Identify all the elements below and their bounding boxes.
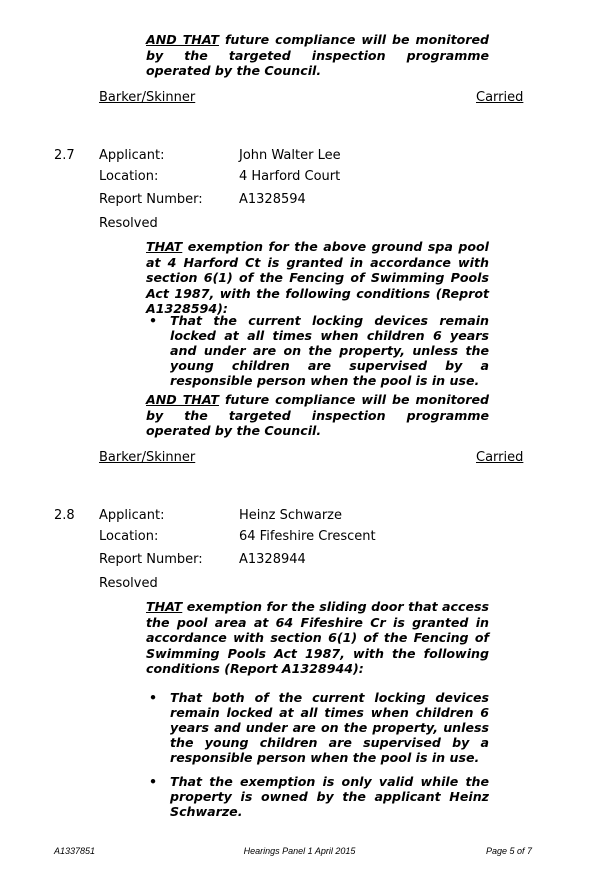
- compliance-lead: AND THAT: [146, 392, 219, 407]
- report-number-value: A1328944: [239, 552, 306, 567]
- applicant-label: Applicant:: [99, 148, 165, 163]
- bullet-icon: •: [149, 313, 158, 328]
- report-number-label: Report Number:: [99, 192, 203, 207]
- motion-result: Carried: [476, 450, 524, 465]
- resolved-label: Resolved: [99, 216, 158, 231]
- compliance-lead: AND THAT: [146, 32, 219, 47]
- condition-list: [146, 313, 489, 388]
- condition-text: That both of the current locking devices remain locked at all times when children 6 years and under are on the property, unless the young children are supervised by a responsible person when the pool is in use.: [170, 690, 489, 765]
- location-label: Location:: [99, 529, 159, 544]
- footer-doc-ref: A1337851: [54, 846, 96, 856]
- location-value: 4 Harford Court: [239, 169, 341, 184]
- applicant-value: John Walter Lee: [239, 148, 341, 163]
- resolution-lead: THAT: [146, 239, 183, 254]
- mover-seconder: Barker/Skinner: [99, 450, 196, 465]
- mover-seconder: Barker/Skinner: [99, 90, 196, 105]
- condition-text: That the exemption is only valid while the property is owned by the applicant Heinz Schwarze.: [170, 774, 489, 819]
- report-number-label: Report Number:: [99, 552, 203, 567]
- compliance-text: future compliance will be monitored by the targeted inspection programme operated by the Council.: [146, 392, 490, 438]
- report-number-value: A1328594: [239, 192, 306, 207]
- condition-item: [146, 690, 489, 765]
- compliance-text: future compliance will be monitored by the targeted inspection programme operated by the Council.: [146, 32, 490, 78]
- resolution-lead: THAT: [146, 599, 183, 614]
- compliance-paragraph: [146, 392, 489, 439]
- resolution-text: exemption for the sliding door that access the pool area at 64 Fifeshire Cr is granted in accordance with section 6(1) of the Fencing of Swimming Pools Act 1987, with the following conditions (Report A1328944):: [146, 599, 489, 676]
- location-label: Location:: [99, 169, 159, 184]
- resolved-label: Resolved: [99, 576, 158, 591]
- location-value: 64 Fifeshire Crescent: [239, 529, 376, 544]
- compliance-paragraph: [146, 32, 489, 79]
- resolution-text: exemption for the above ground spa pool at 4 Harford Ct is granted in accordance with section 6(1) of the Fencing of Swimming Pools Act 1987, with the following conditions (Reprot A1328594):: [146, 239, 489, 316]
- condition-list: [146, 690, 489, 819]
- bullet-icon: •: [149, 774, 158, 789]
- applicant-label: Applicant:: [99, 508, 165, 523]
- item-number: 2.8: [54, 508, 75, 523]
- applicant-value: Heinz Schwarze: [239, 508, 342, 523]
- resolution-paragraph: [146, 239, 489, 317]
- footer-meeting: Hearings Panel 1 April 2015: [243, 846, 356, 856]
- item-number: 2.7: [54, 148, 75, 163]
- bullet-icon: •: [149, 690, 158, 705]
- condition-text: That the current locking devices remain locked at all times when children 6 years and under are on the property, unless the young children are supervised by a responsible person when the pool is in use.: [170, 313, 489, 388]
- condition-item: [146, 774, 489, 819]
- motion-result: Carried: [476, 90, 524, 105]
- footer-page-number: Page 5 of 7: [485, 846, 532, 856]
- resolution-paragraph: [146, 599, 489, 677]
- condition-item: [146, 313, 489, 388]
